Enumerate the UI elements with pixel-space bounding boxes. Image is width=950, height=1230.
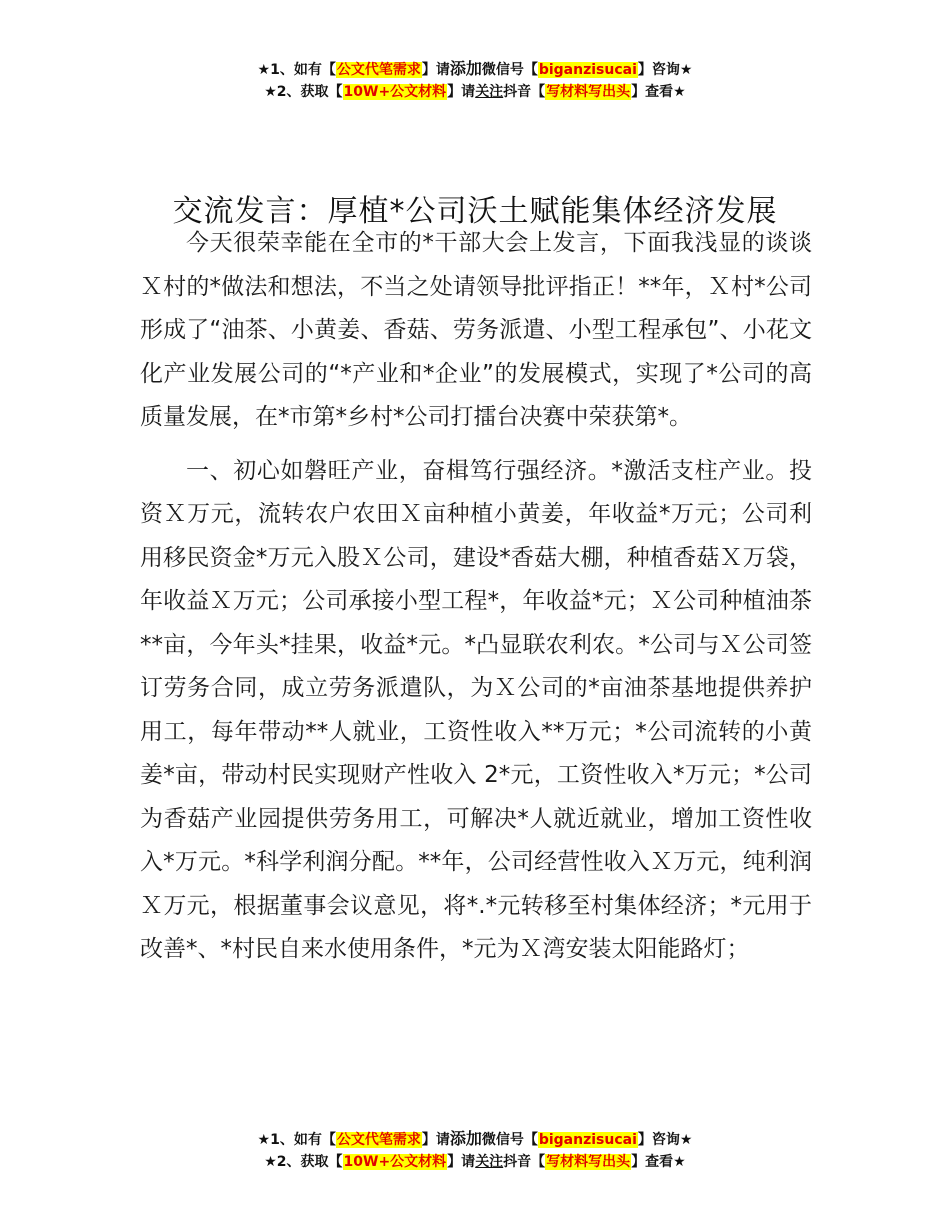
footer-banner [0,1128,950,1173]
header-banner [0,58,950,103]
paragraph-intro: 今天很荣幸能在全市的*干部大会上发言，下面我浅显的谈谈Ｘ村的*做法和想法，不当之处请领导批评指正！**年，Ｘ村*公司形成了“油茶、小黄姜、香菇、劳务派遣、小型工程承包”、小花文化产业发展公司的“*产业和*企业”的发展模式，实现了*公司的高质量发展，在*市第*乡村*公司打擂台决赛中荣获第*。 [140,230,812,430]
highlight-materials: 10W+公文材料 [343,84,447,100]
highlight-douyin-account: 写材料写出头 [546,84,631,100]
paragraph-section-1: 一、初心如磐旺产业，奋楫笃行强经济。*激活支柱产业。投资Ｘ万元，流转农户农田Ｘ亩种植小黄姜，年收益*万元；公司利用移民资金*万元入股Ｘ公司，建设*香菇大棚，种植香菇Ｘ万袋，年收益Ｘ万元；公司承接小型工程*，年收益*元；Ｘ公司种植油茶**亩，今年头*挂果，收益*元。*凸显联农利农。*公司与Ｘ公司签订劳务合同，成立劳务派遣队，为Ｘ公司的*亩油茶基地提供养护用工，每年带动**人就业，工资性收入**万元；*公司流转的小黄姜*亩，带动村民实现财产性收入 2*元，工资性收入*万元；*公司为香菇产业园提供劳务用工，可解决*人就近就业，增加工资性收入*万元。*科学利润分配。**年，公司经营性收入Ｘ万元，纯利润Ｘ万元，根据董事会议意见，将*.*元转移至村集体经济；*元用于改善*、*村民自来水使用条件，*元为Ｘ湾安装太阳能路灯； [140,457,813,962]
banner-line-2: ★2、获取【10W+公文材料】请关注抖音【写材料写出头】查看★ [264,1154,686,1170]
highlight-douyin-account: 写材料写出头 [546,1154,631,1170]
highlight-materials: 10W+公文材料 [343,1154,447,1170]
highlight-service: 公文代笔需求 [336,1132,421,1148]
banner-line-1: ★1、如有【公文代笔需求】请添加微信号【biganzisucai】咨询★ [257,59,693,78]
document-body [140,222,812,972]
highlight-service: 公文代笔需求 [336,62,421,78]
highlight-wechat-id: biganzisucai [538,62,637,78]
banner-line-2: ★2、获取【10W+公文材料】请关注抖音【写材料写出头】查看★ [264,84,686,100]
banner-line-1: ★1、如有【公文代笔需求】请添加微信号【biganzisucai】咨询★ [257,1129,693,1148]
document-title: 交流发言：厚植*公司沃土赋能集体经济发展 [172,194,778,230]
highlight-wechat-id: biganzisucai [538,1132,637,1148]
